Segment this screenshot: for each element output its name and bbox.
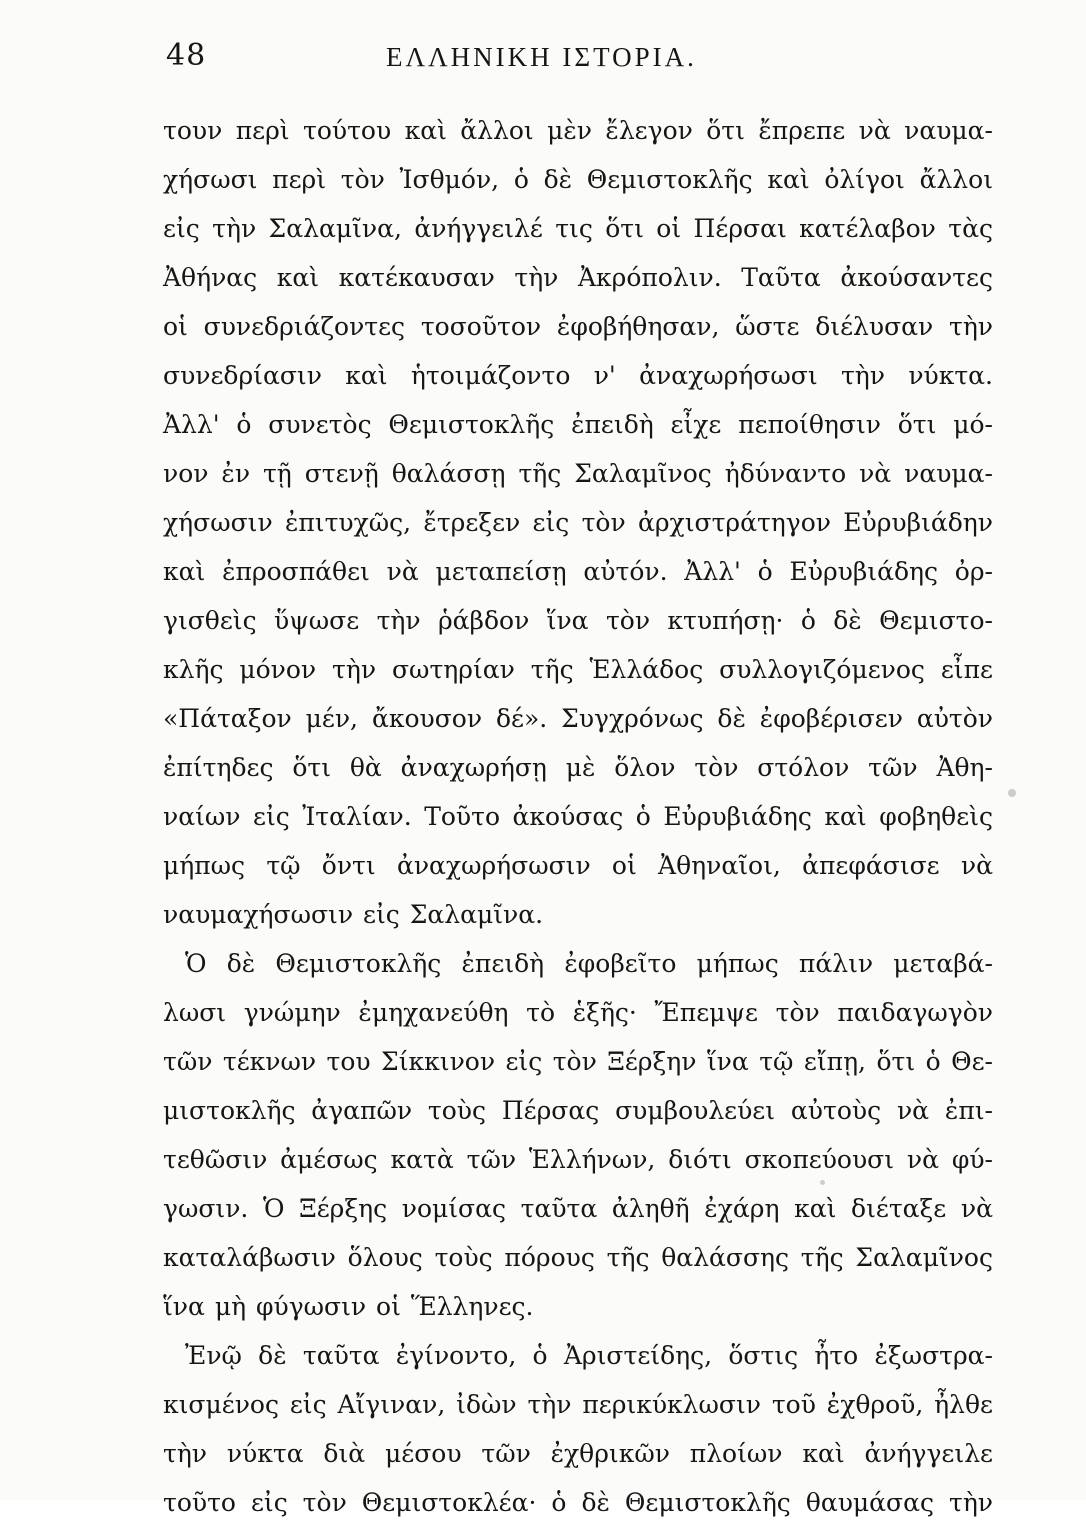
text-line: τοῦτο εἰς τὸν Θεμιστοκλέα· ὁ δὲ Θεμιστοκλῆς θαυμάσας τὴν — [163, 1488, 993, 1517]
text-line: οἱ συνεδριάζοντες τοσοῦτον ἐφοβήθησαν, ὥστε διέλυσαν τὴν — [163, 312, 993, 341]
text-line: χήσωσιν ἐπιτυχῶς, ἔτρεξεν εἰς τὸν ἀρχιστράτηγον Εὐρυβιάδην — [163, 508, 993, 537]
text-line: εἰς τὴν Σαλαμῖνα, ἀνήγγειλέ τις ὅτι οἱ Πέρσαι κατέλαβον τὰς — [163, 214, 993, 243]
text-line: ναυμαχήσωσιν εἰς Σαλαμῖνα. — [163, 900, 544, 929]
text-line: γισθεὶς ὕψωσε τὴν ῥάβδον ἵνα τὸν κτυπήσῃ· ὁ δὲ Θεμιστο- — [163, 606, 993, 635]
text-line: Ἐνῷ δὲ ταῦτα ἐγίνοντο, ὁ Ἀριστείδης, ὅστις ἦτο ἐξωστρα- — [185, 1341, 993, 1370]
text-line: Ὁ δὲ Θεμιστοκλῆς ἐπειδὴ ἐφοβεῖτο μήπως πάλιν μεταβά- — [185, 949, 993, 978]
text-line: Ἀλλ' ὁ συνετὸς Θεμιστοκλῆς ἐπειδὴ εἶχε πεποίθησιν ὅτι μό- — [163, 410, 993, 439]
text-line: τῶν τέκνων του Σίκκινον εἰς τὸν Ξέρξην ἵνα τῷ εἴπῃ, ὅτι ὁ Θε- — [163, 1047, 993, 1076]
ink-speck — [820, 1180, 825, 1185]
text-line: Ἀθήνας καὶ κατέκαυσαν τὴν Ἀκρόπολιν. Ταῦτα ἀκούσαντες — [163, 263, 993, 292]
text-line: γωσιν. Ὁ Ξέρξης νομίσας ταῦτα ἀληθῆ ἐχάρη καὶ διέταξε νὰ — [163, 1194, 993, 1223]
text-line: τουν περὶ τούτου καὶ ἄλλοι μὲν ἔλεγον ὅτι ἔπρεπε νὰ ναυμα- — [163, 116, 993, 145]
text-line: ναίων εἰς Ἰταλίαν. Τοῦτο ἀκούσας ὁ Εὐρυβιάδης καὶ φοβηθεὶς — [163, 802, 993, 831]
text-line: λωσι γνώμην ἐμηχανεύθη τὸ ἑξῆς· Ἔπεμψε τὸν παιδαγωγὸν — [163, 998, 993, 1027]
text-line: καὶ ἐπροσπάθει νὰ μεταπείσῃ αὐτόν. Ἀλλ' ὁ Εὐρυβιάδης ὀρ- — [163, 557, 993, 586]
page-number: 48 — [166, 38, 207, 73]
text-line: μήπως τῷ ὄντι ἀναχωρήσωσιν οἱ Ἀθηναῖοι, ἀπεφάσισε νὰ — [163, 851, 993, 880]
text-line: κλῆς μόνον τὴν σωτηρίαν τῆς Ἑλλάδος συλλογιζόμενος εἶπε — [163, 655, 993, 684]
body-text — [163, 106, 993, 1527]
ink-speck — [1008, 789, 1016, 797]
text-line: ἵνα μὴ φύγωσιν οἱ Ἕλληνες. — [163, 1292, 534, 1321]
text-line: τεθῶσιν ἀμέσως κατὰ τῶν Ἑλλήνων, διότι σκοπεύουσι νὰ φύ- — [163, 1145, 993, 1174]
text-line: χήσωσι περὶ τὸν Ἰσθμόν, ὁ δὲ Θεμιστοκλῆς καὶ ὀλίγοι ἄλλοι — [163, 165, 993, 194]
text-line: τὴν νύκτα διὰ μέσου τῶν ἐχθρικῶν πλοίων καὶ ἀνήγγειλε — [163, 1439, 993, 1468]
text-line: κισμένος εἰς Αἴγιναν, ἰδὼν τὴν περικύκλωσιν τοῦ ἐχθροῦ, ἦλθε — [163, 1390, 993, 1419]
page-header — [166, 38, 992, 88]
text-line: καταλάβωσιν ὅλους τοὺς πόρους τῆς θαλάσσης τῆς Σαλαμῖνος — [163, 1243, 993, 1272]
text-line: «Πάταξον μέν, ἄκουσον δέ». Συγχρόνως δὲ ἐφοβέρισεν αὐτὸν — [163, 704, 993, 733]
running-title: ΕΛΛΗΝΙΚΗ ΙΣΤΟΡΙΑ. — [386, 42, 697, 72]
text-line: μιστοκλῆς ἀγαπῶν τοὺς Πέρσας συμβουλεύει αὐτοὺς νὰ ἐπι- — [163, 1096, 993, 1125]
text-line: ἐπίτηδες ὅτι θὰ ἀναχωρήσῃ μὲ ὅλον τὸν στόλον τῶν Ἀθη- — [163, 753, 993, 782]
text-line: νον ἐν τῇ στενῇ θαλάσσῃ τῆς Σαλαμῖνος ἠδύναντο νὰ ναυμα- — [163, 459, 993, 488]
text-line: συνεδρίασιν καὶ ἡτοιμάζοντο ν' ἀναχωρήσωσι τὴν νύκτα. — [163, 361, 993, 390]
